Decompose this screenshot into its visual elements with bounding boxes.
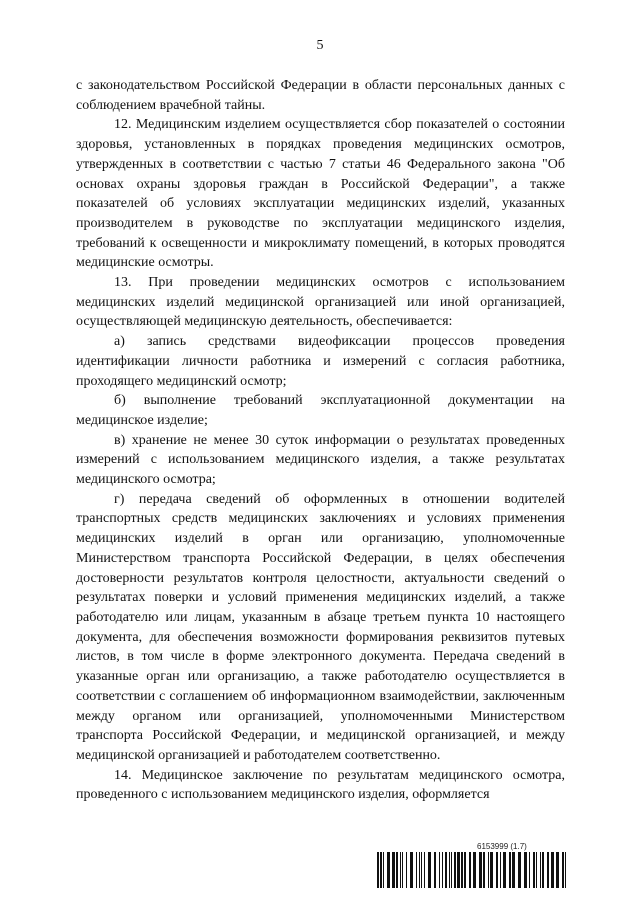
paragraph: а) запись средствами видеофиксации процессов проведения идентификации личности работника и измерений с согласия работника, проходящего медицинский осмотр; xyxy=(76,334,565,389)
page-number: 5 xyxy=(316,38,324,53)
paragraph: б) выполнение требований эксплуатационной документации на медицинское изделие; xyxy=(76,393,565,428)
paragraph: с законодательством Российской Федерации в области персональных данных с соблюдением врачебной тайны. xyxy=(76,78,565,113)
paragraph: г) передача сведений об оформленных в отношении водителей транспортных средств медицинских заключениях и условиях применения медицинских изделий в орган или организацию, уполномоченные Министерством транспорта Российской Федерации, в целях обеспечения достоверности результатов контроля целостности, актуальности сведений о результатах поверки и условий применения медицинских изделий, а также работодателю или лицам, указанным в абзаце третьем пункта 10 настоящего документа, для обеспечения возможности формирования реквизитов путевых листов, в том числе в форме электронного документа. Передача сведений в указанные орган или организацию, а также работодателю осуществляется в соответствии с соглашением об информационном взаимодействии, заключенным между органом или организацией, уполномоченными Министерством транспорта Российской Федерации, и медицинской организацией, и между медицинской организацией и работодателем соответственно. xyxy=(76,491,565,763)
paragraph: 13. При проведении медицинских осмотров с использованием медицинских изделий медицинской организацией или иной организацией, осуществляющей медицинскую деятельность, обеспечивается: xyxy=(76,275,565,330)
paragraph: 14. Медицинское заключение по результатам медицинского осмотра, проведенного с использованием медицинского изделия, оформляется xyxy=(76,767,565,803)
paragraph: 12. Медицинским изделием осуществляется сбор показателей о состоянии здоровья, установленных в порядках проведения медицинских осмотров, утвержденных в соответствии с частью 7 статьи 46 Федерального закона "Об основах охраны здоровья граждан в Российской Федерации", а также показателей об условиях эксплуатации медицинских изделий, указанных производителем в руководстве по эксплуатации медицинского изделия, требований к освещенности и микроклимату помещений, в которых проводятся медицинские осмотры. xyxy=(76,117,565,271)
document-body xyxy=(76,76,565,805)
paragraph: в) хранение не менее 30 суток информации о результатах проведенных измерений с использованием медицинского изделия, а также результатах медицинского осмотра; xyxy=(76,432,565,488)
barcode xyxy=(377,842,569,890)
barcode-label: 6153999 (1.7) xyxy=(477,842,527,851)
barcode-icon xyxy=(377,852,569,888)
